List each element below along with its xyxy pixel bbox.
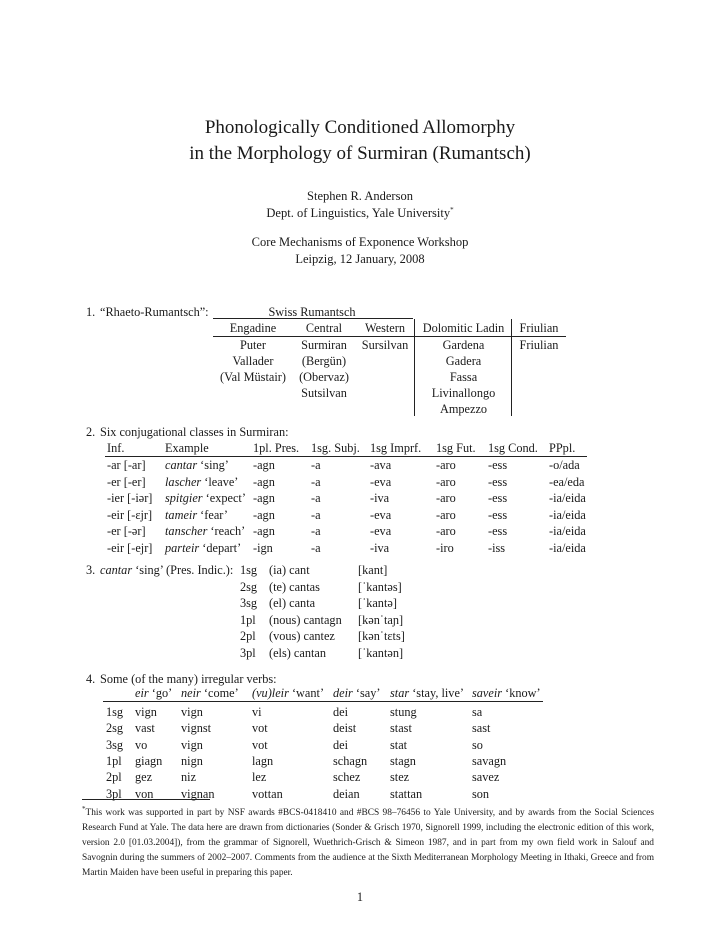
verb-form-cell: vign [135,705,157,719]
infinitive-cell: -eir [-ɛjr] [107,507,153,522]
col-head-ppl: PPpl. [549,441,576,455]
cond-cell: -ess [488,524,508,538]
verb-form-cell: schez [333,770,361,785]
verb-form-cell: giagn [135,753,163,768]
item-2-label: Six conjugational classes in Surmiran: [100,425,289,439]
col-head-example: Example [165,441,209,455]
infinitive-cell: -ier [-iər] [107,491,153,505]
ipa-cell: [ˈkantəs] [358,579,402,594]
person-cell: 2pl [240,629,256,644]
infinitive-cell: -er [-ər] [107,524,146,538]
subj-cell: -a [311,491,321,505]
verb-form-cell: stattan [390,786,423,801]
imprf-cell: -eva [370,507,392,522]
form-cell: (te) cantas [269,579,320,594]
author-name: Stephen R. Anderson [307,189,413,203]
verb-form-cell: vign [181,737,203,752]
verb-form-cell: vast [135,721,155,736]
subj-cell: -a [311,507,321,522]
item-3-label: cantar ‘sing’ (Pres. Indic.): [100,563,234,577]
person-cell: 2sg [240,579,258,594]
col-head-cond: 1sg Cond. [488,441,538,455]
lang-cell: (Obervaz) [299,370,349,384]
verb-column-header: star ‘stay, live’ [390,686,465,700]
lang-cell: Ampezzo [439,402,488,416]
verb-form-cell: son [472,786,490,801]
verb-column-header: saveir ‘know’ [472,686,541,700]
ipa-cell: [ˈkantən] [358,646,404,660]
lang-cell: Puter [240,338,266,352]
verb-form-cell: sa [472,705,483,719]
subj-cell: -a [311,524,321,538]
form-cell: (ia) cant [269,563,310,577]
col-head-friulian: Friulian [519,321,559,335]
verb-form-cell: schagn [333,753,368,768]
verb-form-cell: deist [333,721,357,736]
ppl-cell: -o/ada [549,458,580,472]
verb-form-cell: savagn [472,753,507,768]
pres-cell: -agn [253,524,275,538]
lang-cell: Gardena [442,338,485,352]
verb-form-cell: stast [390,721,412,736]
infinitive-cell: -ar [-ar] [107,458,146,472]
person-cell: 1pl [106,753,122,768]
subj-cell: -a [311,540,321,555]
pres-cell: -agn [253,458,275,472]
vertical-rule-2 [511,319,512,416]
col-head-western: Western [365,321,405,335]
cond-cell: -iss [488,540,506,555]
pres-cell: -ign [253,540,273,555]
verb-form-cell: sast [472,721,491,736]
example-cell: spitgier ‘expect’ [165,491,246,505]
col-head-pres: 1pl. Pres. [253,441,300,455]
item-3-number: 3. [86,563,96,577]
pres-cell: -agn [253,507,275,522]
infinitive-cell: -eir [-ejr] [107,540,153,555]
ipa-cell: [kənˈtaɲ] [358,612,404,627]
vertical-rule-1 [414,319,415,416]
ppl-cell: -ia/eida [549,507,586,522]
item-1-label: “Rhaeto-Rumantsch”: [100,305,209,319]
lang-cell: Sutsilvan [301,386,347,400]
person-cell: 3pl [240,646,256,660]
form-cell: (els) cantan [269,646,327,660]
verb-form-cell: stez [390,770,410,785]
person-cell: 1sg [240,563,258,577]
col-head-engadine: Engadine [229,321,277,335]
lang-cell: (Bergün) [301,354,347,368]
ppl-cell: -ia/eida [549,491,586,505]
verb-form-cell: stat [390,737,408,752]
event-name: Core Mechanisms of Exponence Workshop [251,235,469,249]
title-line-1: Phonologically Conditioned Allomorphy [204,117,516,138]
person-cell: 2pl [106,770,122,785]
pres-cell: -agn [253,491,275,505]
example-cell: parteir ‘depart’ [165,540,242,555]
verb-form-cell: vi [252,705,262,719]
imprf-cell: -iva [370,540,390,555]
author-affiliation: Dept. of Linguistics, Yale University* [266,206,454,221]
verb-column-header: neir ‘come’ [181,686,239,700]
subj-cell: -a [311,458,321,472]
verb-form-cell: deian [333,786,360,801]
lang-cell: Gadera [445,354,482,368]
cond-cell: -ess [488,474,508,489]
verb-column-header: eir ‘go’ [135,686,173,700]
fut-cell: -aro [436,474,456,489]
subj-cell: -a [311,474,321,489]
ppl-cell: -ia/eida [549,524,586,538]
lang-cell: Fassa [449,370,478,384]
imprf-cell: -ava [370,458,392,472]
person-cell: 3pl [106,786,122,801]
person-cell: 3sg [240,596,258,611]
event-place-date: Leipzig, 12 January, 2008 [295,252,425,266]
lang-cell: Friulian [519,338,559,352]
group-rule [213,318,413,319]
cond-cell: -ess [488,458,508,472]
imprf-cell: -eva [370,524,392,538]
fut-cell: -aro [436,458,456,472]
verb-form-cell: stagn [390,753,416,768]
verb-form-cell: so [472,737,483,752]
verb-form-cell: von [135,786,154,801]
verb-form-cell: vot [252,737,268,752]
imprf-cell: -eva [370,474,392,489]
verb-form-cell: vo [135,737,148,752]
person-cell: 3sg [106,737,124,752]
col-head-dolomitic: Dolomitic Ladin [422,321,505,335]
verb-form-cell: niz [181,770,197,785]
ipa-cell: [ˈkantə] [358,596,397,611]
verb-form-cell: gez [135,770,153,785]
fut-cell: -aro [436,507,456,522]
verb-form-cell: lagn [252,753,274,768]
item-4-label: Some (of the many) irregular verbs: [100,672,277,686]
verb-form-cell: vot [252,721,268,736]
imprf-cell: -iva [370,491,390,505]
form-cell: (el) canta [269,596,316,611]
person-cell: 1pl [240,612,256,627]
col-head-fut: 1sg Fut. [436,441,476,455]
verb-form-cell: vign [181,705,203,719]
verb-form-cell: stung [390,705,417,719]
item-4-number: 4. [86,672,96,686]
verb-form-cell: dei [333,737,349,752]
verb-form-cell: dei [333,705,349,719]
example-cell: tameir ‘fear’ [165,507,228,522]
verb-form-cell: savez [472,770,500,785]
pres-cell: -agn [253,474,275,489]
example-cell: tanscher ‘reach’ [165,524,246,538]
verb-form-cell: lez [252,770,267,785]
footnote-mark: * [450,206,454,214]
table-4-rule [103,701,543,702]
fut-cell: -iro [436,540,454,555]
footnote: *This work was supported in part by NSF awards #BCS-0418410 and #BCS 98–76456 to Yale University, and by awards from the Social Sciences Research Fund at Yale. The data here are drawn from dictionaries (Sonder & Grisch 1970, Signorell 1999, including the electronic edition of this work, version 2.0 [01.03.2004]), from the grammar of Signorell, Wuethrich-Grisch & Simeon 1987, and in part from my own field work in Salouf and Savognin during the summers of 2002–2007. Comments from the audience at the Sixth Mediterranean Morphology Meeting in Ithaki, Greece and from Martin Maiden have been useful in preparing this paper. [82,805,654,879]
col-head-central: Central [305,321,343,335]
title-line-2: in the Morphology of Surmiran (Rumantsch) [189,143,531,164]
col-head-inf: Inf. [107,441,125,455]
cond-cell: -ess [488,491,508,505]
lang-cell: Vallader [232,354,274,368]
page-number: 1 [356,890,364,904]
fut-cell: -aro [436,491,456,505]
example-cell: cantar ‘sing’ [165,458,229,472]
example-cell: lascher ‘leave’ [165,474,239,489]
verb-form-cell: vignst [181,721,212,736]
verb-form-cell: vignan [181,786,215,801]
infinitive-cell: -er [-er] [107,474,146,489]
ppl-cell: -ia/eida [549,540,586,555]
ipa-cell: [kant] [358,563,388,577]
col-head-imprf: 1sg Imprf. [370,441,422,455]
lang-cell: Livinallongo [431,386,496,400]
col-head-subj: 1sg. Subj. [311,441,360,455]
fut-cell: -aro [436,524,456,538]
person-cell: 1sg [106,705,124,719]
person-cell: 2sg [106,721,124,736]
verb-form-cell: nign [181,753,203,768]
header-rule [213,336,566,337]
form-cell: (vous) cantez [269,629,335,644]
lang-cell: (Val Müstair) [220,370,286,384]
item-2-number: 2. [86,425,96,439]
verb-column-header: (vu)leir ‘want’ [252,686,325,700]
cond-cell: -ess [488,507,508,522]
verb-form-cell: vottan [252,786,283,801]
form-cell: (nous) cantagn [269,612,342,627]
ipa-cell: [kənˈtɛts] [358,629,405,644]
lang-cell: Surmiran [301,338,347,352]
footnote-rule [82,799,210,800]
table-2-rule [105,456,587,457]
verb-column-header: deir ‘say’ [333,686,381,700]
group-header-swiss: Swiss Rumantsch [268,305,356,319]
item-1-number: 1. [86,305,96,319]
lang-cell: Sursilvan [361,338,409,352]
ppl-cell: -ea/eda [549,474,585,489]
